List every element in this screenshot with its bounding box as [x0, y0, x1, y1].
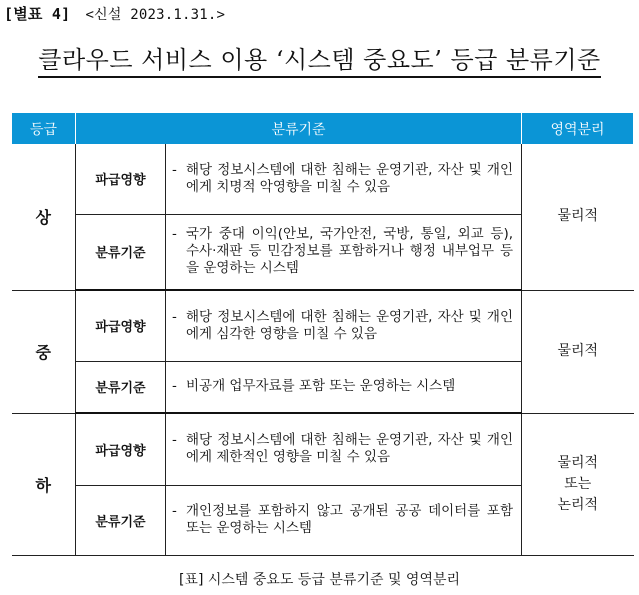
area-line: 물리적 — [557, 454, 599, 471]
table-header-row — [12, 113, 634, 144]
dash-bullet: - — [172, 226, 177, 243]
grade-cell-medium: 중 — [12, 290, 76, 413]
row-description — [166, 290, 522, 361]
grade-cell-low: 하 — [12, 413, 76, 555]
description-text: 해당 정보시스템에 대한 침해는 운영기관, 자산 및 개인에게 치명적 악영향을 미칠 수 있음 — [186, 161, 514, 195]
row-description — [166, 214, 522, 290]
row-label: 파급영향 — [76, 144, 166, 214]
area-line: 물리적 — [557, 208, 599, 225]
area-line: 또는 — [564, 475, 592, 492]
row-label: 분류기준 — [76, 214, 166, 290]
dash-bullet: - — [172, 432, 177, 449]
description-text: 개인정보를 포함하지 않고 공개된 공공 데이터를 포함 또는 운영하는 시스템 — [186, 503, 514, 536]
description-text: 해당 정보시스템에 대한 침해는 운영기관, 자산 및 개인에게 심각한 영향을 미칠 수 있음 — [186, 308, 514, 342]
dash-bullet: - — [172, 308, 177, 325]
row-description — [166, 413, 522, 485]
amendment-date: <신설 2023.1.31.> — [85, 7, 226, 23]
dash-bullet: - — [172, 378, 177, 395]
table-caption: [표] 시스템 중요도 등급 분류기준 및 영역분리 — [178, 572, 461, 588]
document-title-text: 클라우드 서비스 이용 ‘시스템 중요도’ 등급 분류기준 — [38, 46, 600, 78]
area-line: 물리적 — [557, 343, 599, 359]
row-label: 분류기준 — [76, 361, 166, 413]
area-line: 논리적 — [557, 496, 599, 513]
annex-header — [4, 3, 225, 24]
row-label: 파급영향 — [76, 413, 166, 485]
area-cell-high — [522, 144, 634, 290]
row-label: 분류기준 — [76, 485, 166, 555]
table-row — [12, 144, 634, 214]
row-description — [166, 361, 522, 413]
dash-bullet: - — [172, 503, 177, 519]
row-description — [166, 485, 522, 555]
header-grade: 등급 — [12, 113, 76, 144]
table-row — [12, 413, 634, 485]
header-criteria: 분류기준 — [76, 113, 522, 144]
description-text: 국가 중대 이익(안보, 국가안전, 국방, 통일, 외교 등), 수사·재판 등 민감정보를 포함하거나 행정 내부업무 등을 운영하는 시스템 — [186, 226, 514, 277]
area-cell-medium — [522, 290, 634, 413]
description-text: 비공개 업무자료를 포함 또는 운영하는 시스템 — [186, 378, 456, 395]
header-area: 영역분리 — [522, 113, 634, 144]
description-text: 해당 정보시스템에 대한 침해는 운영기관, 자산 및 개인에게 제한적인 영향을 미칠 수 있음 — [186, 432, 514, 466]
document-title — [0, 40, 639, 75]
annex-tag: [별표 4] — [4, 5, 71, 23]
classification-table — [11, 113, 634, 556]
table-row — [12, 290, 634, 361]
area-cell-low — [522, 413, 634, 555]
grade-cell-high: 상 — [12, 144, 76, 290]
row-label: 파급영향 — [76, 290, 166, 361]
row-description — [166, 144, 522, 214]
dash-bullet: - — [172, 161, 177, 178]
